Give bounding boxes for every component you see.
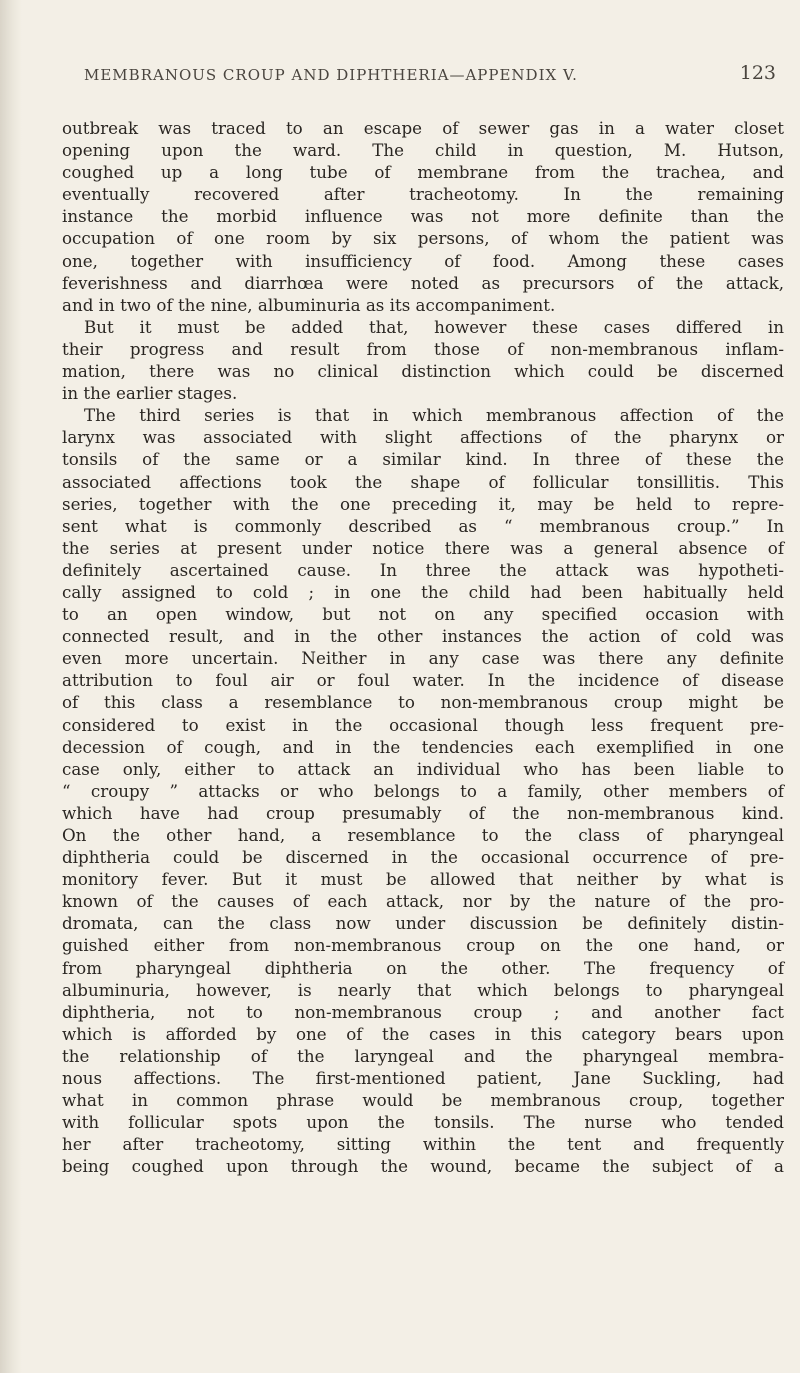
text-line: tonsils of the same or a similar kind. In three of these the [62,449,784,470]
text-line: guished either from non-membranous croup on the one hand, or [62,935,784,956]
text-line: in the earlier stages. [62,383,238,404]
text-line: dromata, can the class now under discussion be definitely distin- [62,913,784,934]
text-line: diphtheria, not to non-membranous croup ; and another fact [62,1001,784,1022]
running-title: MEMBRANOUS CROUP AND DIPHTHERIA—APPENDIX V. [84,66,578,84]
text-line: with follicular spots upon the tonsils. The nurse who tended [62,1112,784,1133]
text-line: one, together with insufficiency of food. Among these cases [62,250,784,271]
text-line: considered to exist in the occasional though less frequent pre- [62,714,784,735]
text-line: cally assigned to cold ; in one the child had been habitually held [62,581,784,602]
text-line: known of the causes of each attack, nor by the nature of the pro- [62,891,784,912]
text-line: But it must be added that, however these cases differed in [84,316,784,337]
text-line: instance the morbid influence was not more definite than the [62,206,784,227]
text-line: mation, there was no clinical distinction which could be discerned [62,361,784,382]
text-line: the series at present under notice there was a general absence of [62,537,784,558]
text-line: sent what is commonly described as “ membranous croup.” In [62,515,784,536]
text-line: case only, either to attack an individual who has been liable to [62,758,784,779]
text-line: eventually recovered after tracheotomy. In the remaining [62,184,784,205]
text-line: attribution to foul air or foul water. In the incidence of disease [62,670,784,691]
text-line: of this class a resemblance to non-membranous croup might be [62,692,784,713]
text-line: series, together with the one preceding it, may be held to repre- [62,493,784,514]
text-line: outbreak was traced to an escape of sewer gas in a water closet [62,118,784,138]
book-page [62,62,784,1178]
text-line: “ croupy ” attacks or who belongs to a family, other members of [62,780,784,801]
text-line: albuminuria, however, is nearly that which belongs to pharyngeal [62,979,784,1000]
text-line: On the other hand, a resemblance to the class of pharyngeal [62,825,784,845]
text-line: to an open window, but not on any specified occasion with [62,604,784,625]
text-line: opening upon the ward. The child in question, M. Hutson, [62,140,784,161]
text-line: and in two of the nine, albuminuria as its accompaniment. [62,294,556,315]
text-line: coughed up a long tube of membrane from the trachea, and [62,162,784,183]
text-line: her after tracheotomy, sitting within the tent and frequently [62,1134,784,1155]
text-line: their progress and result from those of non-membranous inflam- [62,338,784,359]
text-line: nous affections. The first-mentioned patient, Jane Suckling, had [62,1068,784,1089]
text-line: the relationship of the laryngeal and the pharyngeal membra- [62,1045,784,1066]
text-line: from pharyngeal diphtheria on the other. The frequency of [62,957,784,978]
text-line: decession of cough, and in the tendencies each exemplified in one [62,736,784,757]
text-line: larynx was associated with slight affections of the pharynx or [62,427,784,448]
text-line: The third series is that in which membranous affection of the [84,405,784,426]
text-line: associated affections took the shape of follicular tonsillitis. This [62,471,784,492]
body-text [62,117,784,1178]
text-line: which is afforded by one of the cases in this category bears upon [62,1023,784,1044]
text-line: occupation of one room by six persons, of whom the patient was [62,228,784,249]
text-line: definitely ascertained cause. In three the attack was hypotheti- [62,559,784,580]
text-line: being coughed upon through the wound, became the subject of a [62,1156,784,1177]
text-line: even more uncertain. Neither in any case was there any definite [62,648,784,669]
text-line: monitory fever. But it must be allowed that neither by what is [62,869,784,890]
page-number: 123 [739,62,776,84]
running-head [62,62,774,92]
text-line: what in common phrase would be membranous croup, together [62,1090,784,1111]
text-line: diphtheria could be discerned in the occasional occurrence of pre- [62,847,784,868]
text-line: feverishness and diarrhœa were noted as precursors of the attack, [62,272,784,293]
text-line: connected result, and in the other instances the action of cold was [62,626,784,647]
text-line: which have had croup presumably of the non-membranous kind. [62,802,784,823]
page-gutter-shadow [0,0,22,1373]
